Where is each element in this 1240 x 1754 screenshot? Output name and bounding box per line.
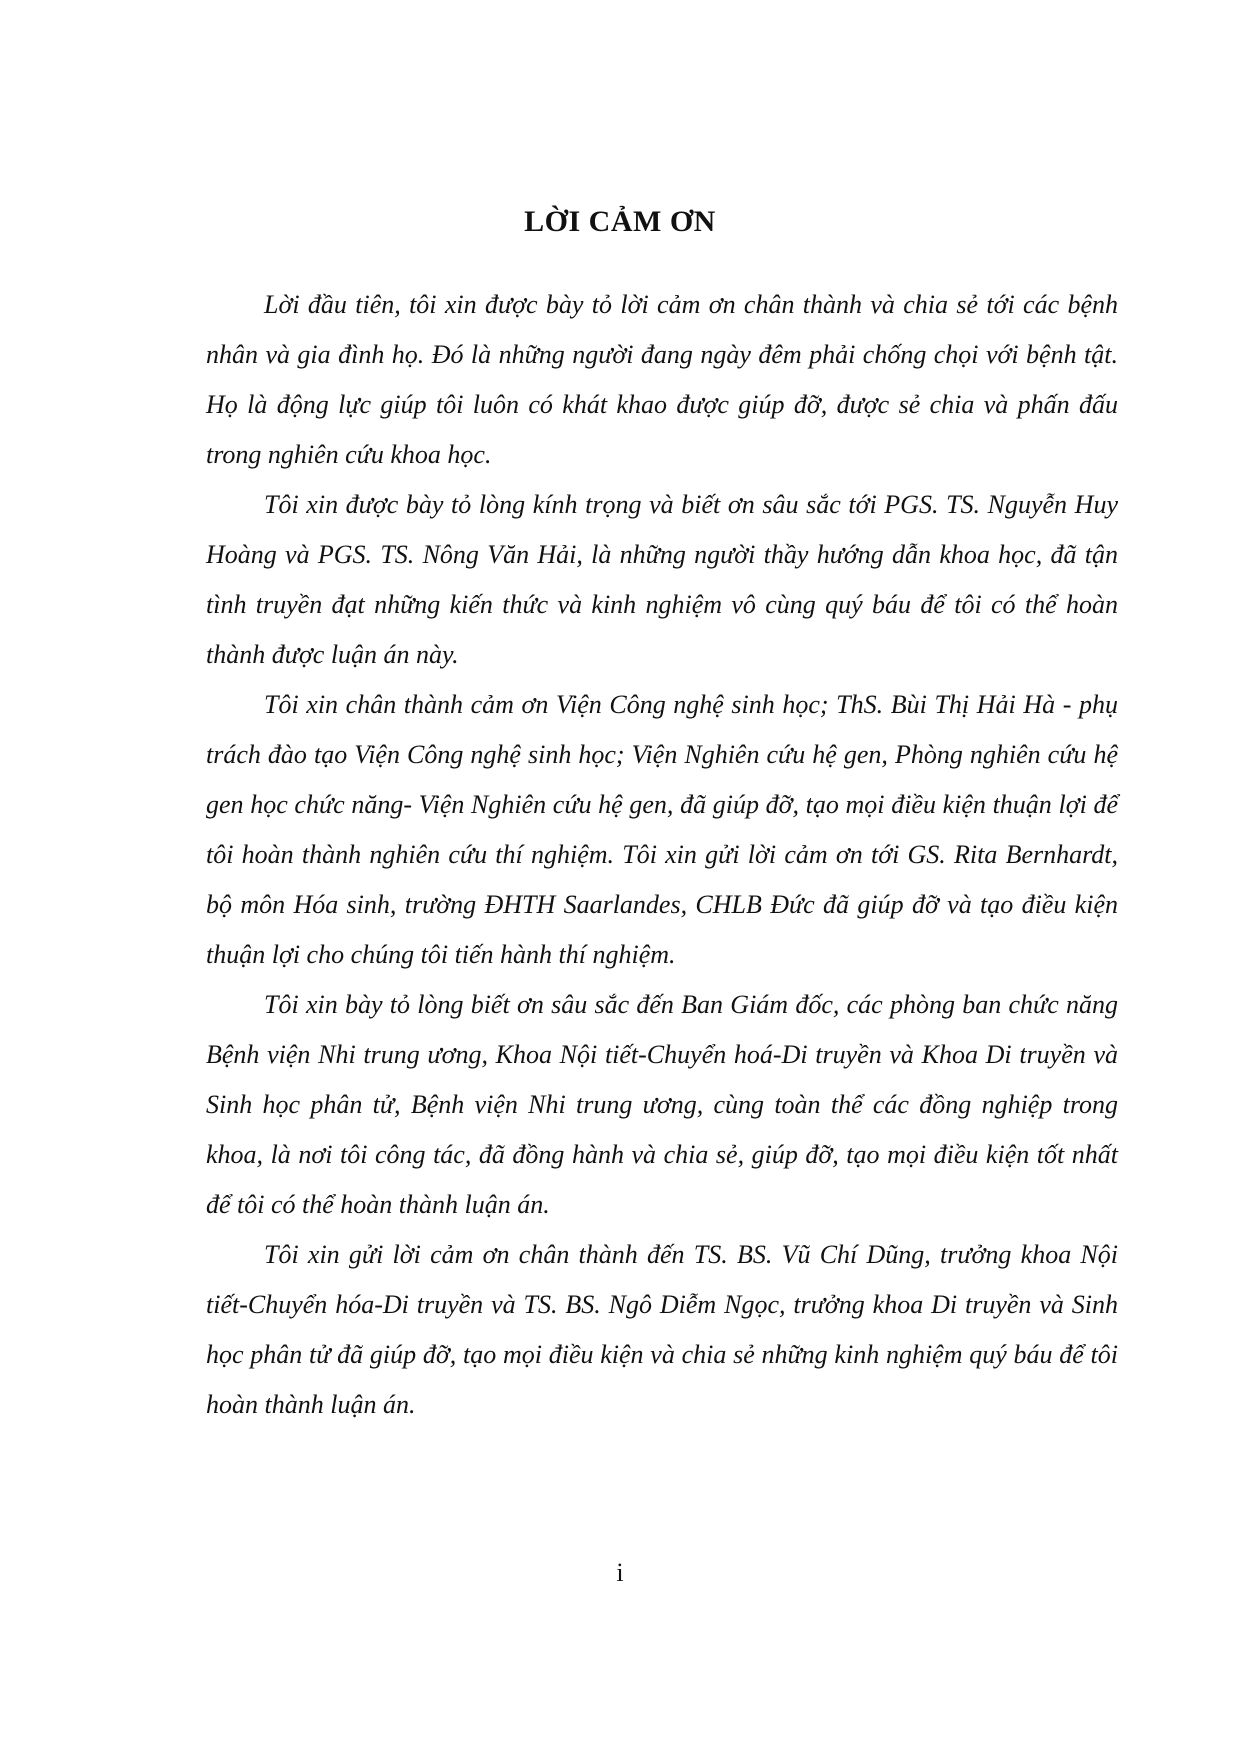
paragraph-2: Tôi xin được bày tỏ lòng kính trọng và biết ơn sâu sắc tới PGS. TS. Nguyễn Huy Hoàng và PGS. TS. Nông Văn Hải, là những người thầy hướng dẫn khoa học, đã tận tình truyền đạt những kiến thức và kinh nghiệm vô cùng quý báu để tôi có thể hoàn thành được luận án này. [206,490,1118,669]
paragraph-5: Tôi xin gửi lời cảm ơn chân thành đến TS. BS. Vũ Chí Dũng, trưởng khoa Nội tiết-Chuyển hóa-Di truyền và TS. BS. Ngô Diễm Ngọc, trưởng khoa Di truyền và Sinh học phân tử đã giúp đỡ, tạo mọi điều kiện và chia sẻ những kinh nghiệm quý báu để tôi hoàn thành luận án. [206,1240,1118,1419]
paragraph-1: Lời đầu tiên, tôi xin được bày tỏ lời cảm ơn chân thành và chia sẻ tới các bệnh nhân và gia đình họ. Đó là những người đang ngày đêm phải chống chọi với bệnh tật. Họ là động lực giúp tôi luôn có khát khao được giúp đỡ, được sẻ chia và phấn đấu trong nghiên cứu khoa học. [206,290,1118,469]
acknowledgement-body [206,280,1118,1430]
page-title: LỜI CẢM ƠN [524,205,716,238]
paragraph-4: Tôi xin bày tỏ lòng biết ơn sâu sắc đến Ban Giám đốc, các phòng ban chức năng Bệnh viện Nhi trung ương, Khoa Nội tiết-Chuyển hoá-Di truyền và Khoa Di truyền và Sinh học phân tử, Bệnh viện Nhi trung ương, cùng toàn thể các đồng nghiệp trong khoa, là nơi tôi công tác, đã đồng hành và chia sẻ, giúp đỡ, tạo mọi điều kiện tốt nhất để tôi có thể hoàn thành luận án. [206,990,1118,1219]
page-number: i [616,1558,624,1587]
paragraph-3: Tôi xin chân thành cảm ơn Viện Công nghệ sinh học; ThS. Bùi Thị Hải Hà - phụ trách đào tạo Viện Công nghệ sinh học; Viện Nghiên cứu hệ gen, Phòng nghiên cứu hệ gen học chức năng- Viện Nghiên cứu hệ gen, đã giúp đỡ, tạo mọi điều kiện thuận lợi để tôi hoàn thành nghiên cứu thí nghiệm. Tôi xin gửi lời cảm ơn tới GS. Rita Bernhardt, bộ môn Hóa sinh, trường ĐHTH Saarlandes, CHLB Đức đã giúp đỡ và tạo điều kiện thuận lợi cho chúng tôi tiến hành thí nghiệm. [206,690,1118,969]
